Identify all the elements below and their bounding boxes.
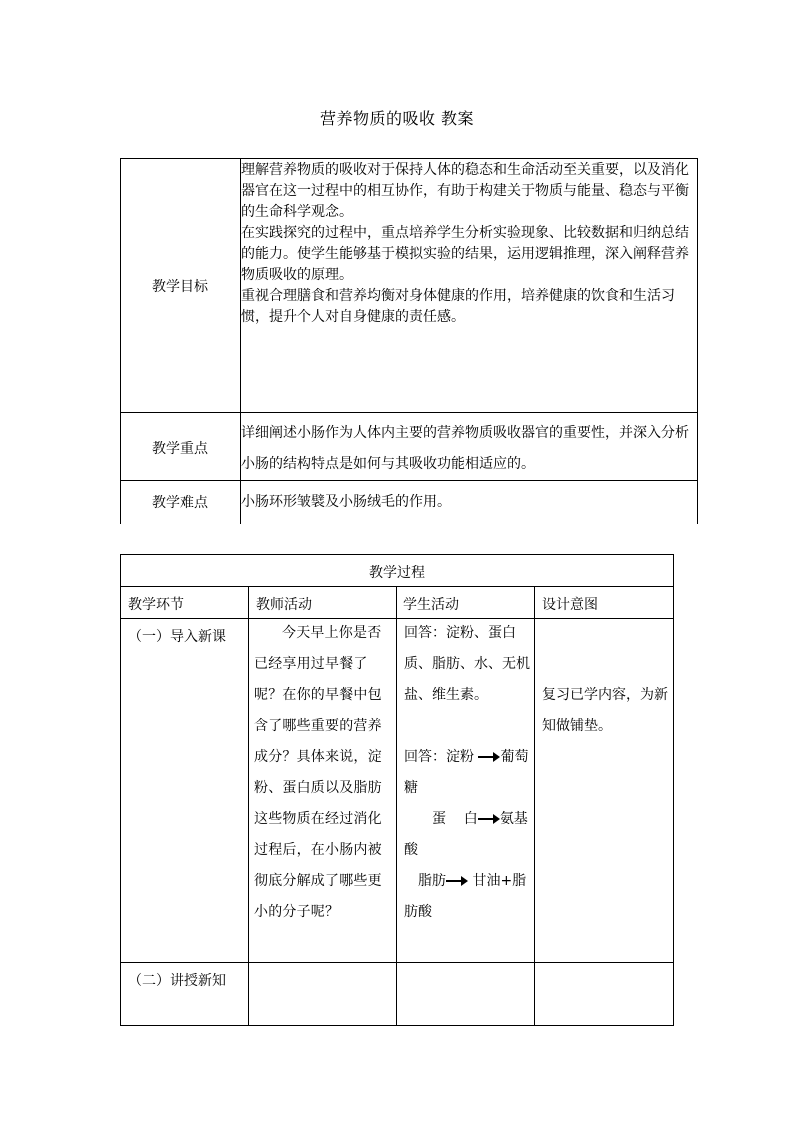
stage-label: （一）导入新课	[128, 629, 226, 645]
table-border-top	[120, 554, 674, 555]
student-answer-prefix: 回答：淀粉	[404, 749, 474, 765]
fat-conversion	[404, 866, 538, 928]
design-intent: 复习已学内容，为新知做铺垫。	[542, 687, 668, 734]
table-border-left	[120, 554, 121, 1026]
column-header: 学生活动	[403, 597, 459, 613]
objective-paragraph: 理解营养物质的吸收对于保持人体的稳态和生命活动至关重要，以及消化器官在这一过程中的相互协作，有助于构建关于物质与能量、稳态与平衡的生命科学观念。	[241, 162, 689, 220]
student-answer	[404, 742, 538, 804]
table-border-right	[673, 554, 674, 1026]
objectives-label: 教学目标	[152, 279, 208, 295]
student-answer: 回答：淀粉、蛋白质、脂肪、水、无机盐、维生素。	[404, 625, 530, 703]
table-row-divider	[120, 412, 698, 413]
objective-paragraph: 重视合理膳食和营养均衡对身体健康的作用，培养健康的饮食和生活习惯，提升个人对自身健康的责任感。	[241, 288, 675, 325]
protein-label: 蛋 白	[432, 811, 478, 827]
table-row-divider	[120, 480, 698, 481]
process-table	[120, 554, 674, 1026]
protein-product: 氨基酸	[404, 811, 528, 858]
student-activity	[404, 618, 538, 928]
table-border-top	[120, 158, 698, 159]
objectives-content	[241, 160, 696, 328]
starch-product: 葡萄糖	[404, 749, 529, 796]
table-row-divider	[120, 618, 674, 619]
table-column-divider	[396, 586, 397, 1026]
key-points-label: 教学重点	[152, 441, 208, 457]
arrow-icon	[478, 814, 500, 824]
table-row-divider	[120, 962, 674, 963]
table-border-left	[120, 158, 121, 524]
table-border-right	[697, 158, 698, 524]
fat-product: 甘油+脂肪酸	[404, 873, 527, 920]
document-title: 营养物质的吸收 教案	[319, 109, 475, 128]
difficulties-content: 小肠环形皱襞及小肠绒毛的作用。	[241, 494, 451, 510]
fat-label: 脂肪	[418, 873, 446, 889]
column-header: 设计意图	[542, 597, 598, 613]
arrow-icon	[446, 876, 468, 886]
column-header: 教师活动	[256, 597, 312, 613]
teacher-activity	[254, 618, 394, 928]
process-title: 教学过程	[369, 565, 425, 581]
key-points-content: 详细阐述小肠作为人体内主要的营养物质吸收器官的重要性，并深入分析小肠的结构特点是如何与其吸收功能相适应的。	[241, 425, 689, 472]
teacher-activity-text: 今天早上你是否已经享用过早餐了呢？在你的早餐中包含了哪些重要的营养成分？具体来说，淀粉、蛋白质以及脂肪这些物质在经过消化过程后，在小肠内被彻底分解成了哪些更小的分子呢？	[254, 625, 382, 920]
protein-conversion	[404, 804, 538, 866]
stage-label: （二）讲授新知	[128, 973, 226, 989]
objective-paragraph: 在实践探究的过程中，重点培养学生分析实验现象、比较数据和归纳总结的能力。使学生能够基于模拟实验的结果，运用逻辑推理，深入阐释营养物质吸收的原理。	[241, 225, 689, 283]
table-border-bottom	[120, 1025, 674, 1026]
difficulties-label: 教学难点	[152, 495, 208, 511]
arrow-icon	[478, 752, 500, 762]
column-header: 教学环节	[128, 597, 184, 613]
objectives-table	[120, 158, 698, 524]
table-column-divider	[248, 586, 249, 1026]
table-row-divider	[120, 586, 674, 587]
